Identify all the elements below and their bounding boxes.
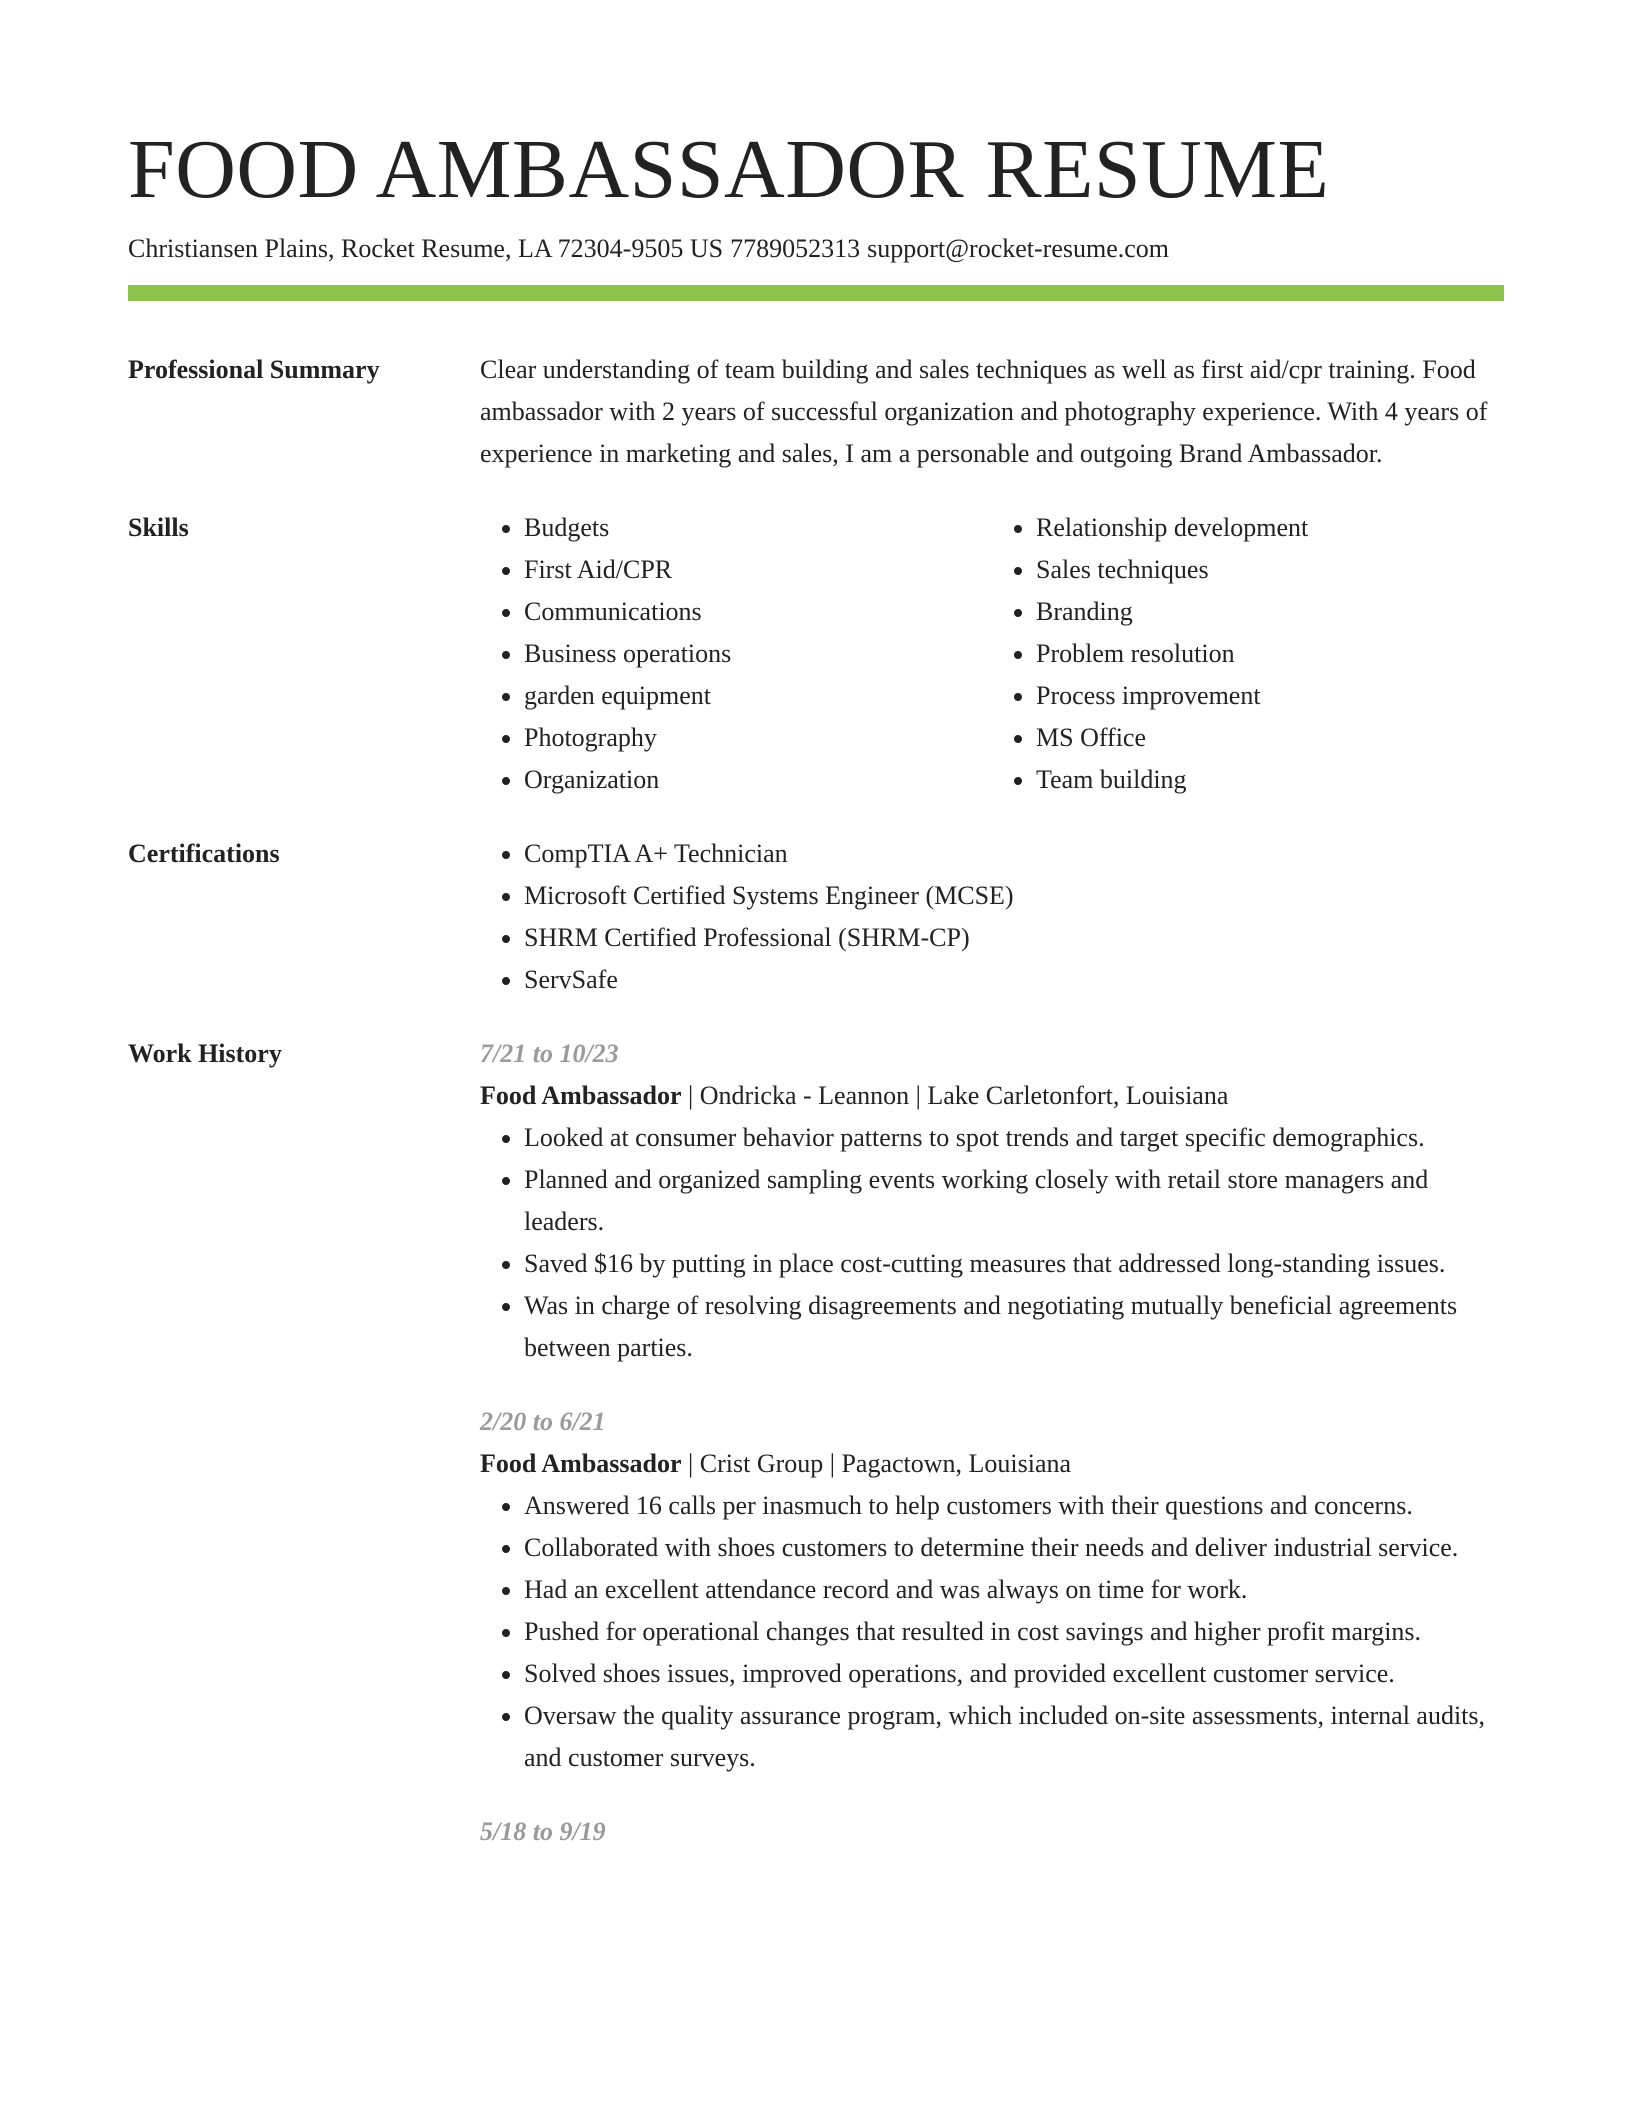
contact-email: support@rocket-resume.com [867, 234, 1170, 263]
job-bullet: • Had an excellent attendance record and was always on time for work. [524, 1569, 1504, 1611]
resume-content [128, 349, 1504, 1853]
skill-item: • First Aid/CPR [524, 549, 992, 591]
header-divider [128, 285, 1504, 301]
skill-item: • Business operations [524, 633, 992, 675]
skill-item: • MS Office [1036, 717, 1504, 759]
job-details: | Ondricka - Leannon | Lake Carletonfort, Louisiana [681, 1081, 1229, 1110]
job-bullet: • Was in charge of resolving disagreements and negotiating mutually beneficial agreements between parties. [524, 1285, 1504, 1369]
skill-item: • Problem resolution [1036, 633, 1504, 675]
professional-summary-section [128, 349, 1504, 475]
section-label-summary: Professional Summary [128, 355, 380, 384]
certifications-section [128, 833, 1504, 1001]
skill-item: • Sales techniques [1036, 549, 1504, 591]
skills-body [480, 507, 1504, 801]
skill-item: • Photography [524, 717, 992, 759]
job-title: Food Ambassador [480, 1081, 682, 1110]
skills-list-right [992, 507, 1504, 801]
job-entry [480, 1401, 1504, 1779]
certifications-body [480, 833, 1504, 1001]
section-label-certifications: Certifications [128, 839, 280, 868]
section-label-work-history: Work History [128, 1039, 282, 1068]
skill-item: • garden equipment [524, 675, 992, 717]
job-entry [480, 1811, 1504, 1853]
job-bullet: • Looked at consumer behavior patterns to spot trends and target specific demographics. [524, 1117, 1504, 1159]
skills-list-left [480, 507, 992, 801]
certification-item: • CompTIA A+ Technician [524, 833, 1504, 875]
certification-item: • Microsoft Certified Systems Engineer (MCSE) [524, 875, 1504, 917]
summary-text: Clear understanding of team building and sales techniques as well as first aid/cpr training. Food ambassador with 2 years of successful organization and photography experience. With 4 years of experience in marketing and sales, I am a personable and outgoing Brand Ambassador. [480, 355, 1488, 468]
job-title: Food Ambassador [480, 1449, 682, 1478]
job-title-line [480, 1075, 1504, 1117]
skill-item: • Process improvement [1036, 675, 1504, 717]
job-bullet: • Solved shoes issues, improved operations, and provided excellent customer service. [524, 1653, 1504, 1695]
contact-address: Christiansen Plains, Rocket Resume, LA 72304-9505 US [128, 234, 724, 263]
summary-body [480, 349, 1504, 475]
job-bullet: • Saved $16 by putting in place cost-cutting measures that addressed long-standing issues. [524, 1243, 1504, 1285]
certification-item: • SHRM Certified Professional (SHRM-CP) [524, 917, 1504, 959]
job-bullet: • Pushed for operational changes that resulted in cost savings and higher profit margins. [524, 1611, 1504, 1653]
job-dates: 2/20 to 6/21 [480, 1407, 606, 1436]
contact-phone: 7789052313 [730, 234, 861, 263]
job-details: | Crist Group | Pagactown, Louisiana [681, 1449, 1072, 1478]
certification-item: • ServSafe [524, 959, 1504, 1001]
skill-item: • Communications [524, 591, 992, 633]
work-history-body [480, 1033, 1504, 1853]
work-history-section [128, 1033, 1504, 1853]
skill-item: • Budgets [524, 507, 992, 549]
job-entry [480, 1033, 1504, 1369]
skill-item: • Team building [1036, 759, 1504, 801]
job-bullet: • Planned and organized sampling events working closely with retail store managers and leaders. [524, 1159, 1504, 1243]
skill-item: • Organization [524, 759, 992, 801]
skill-item: • Branding [1036, 591, 1504, 633]
section-label-skills: Skills [128, 513, 189, 542]
page-title: FOOD AMBASSADOR RESUME [128, 123, 1330, 216]
job-bullet-list [480, 1485, 1504, 1779]
job-bullet-list [480, 1117, 1504, 1369]
job-title-line [480, 1443, 1504, 1485]
contact-line [128, 230, 1169, 268]
job-dates: 7/21 to 10/23 [480, 1039, 619, 1068]
job-dates: 5/18 to 9/19 [480, 1817, 606, 1846]
job-bullet: • Collaborated with shoes customers to determine their needs and deliver industrial service. [524, 1527, 1504, 1569]
skill-item: • Relationship development [1036, 507, 1504, 549]
job-bullet: • Answered 16 calls per inasmuch to help customers with their questions and concerns. [524, 1485, 1504, 1527]
certifications-list [480, 833, 1504, 1001]
skills-section [128, 507, 1504, 801]
job-bullet: • Oversaw the quality assurance program, which included on-site assessments, internal audits, and customer surveys. [524, 1695, 1504, 1779]
